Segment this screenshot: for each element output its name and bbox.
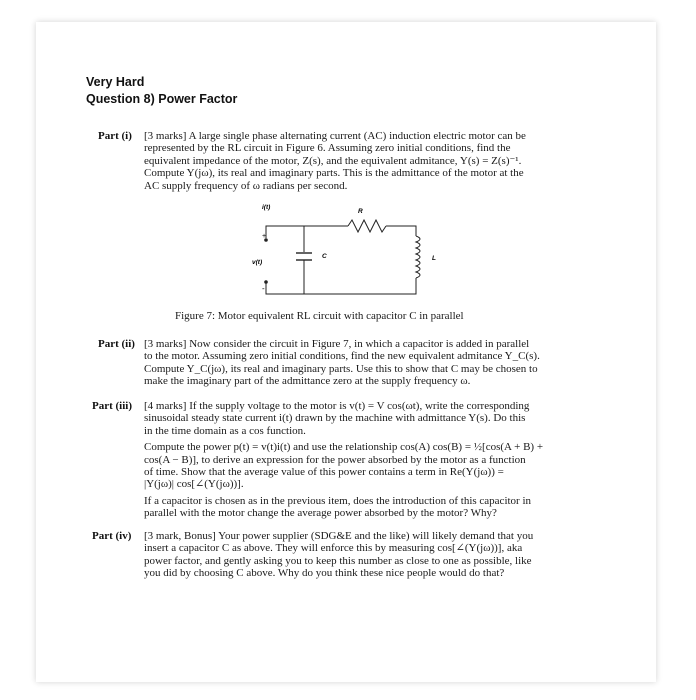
minus-sign: - (262, 284, 265, 293)
part-ii-text: [3 marks] Now consider the circuit in Figure 7, in which a capacitor is added in parallel to the motor. Assuming zero initial conditions, find the new equivalent admitance Y_C(s). Compute Y_C(jω), its real and imaginary parts. Use this to show that C may be chosen to make the imaginary part of the admittance zero at the supply frequency ω. (144, 338, 540, 388)
top-wire (266, 226, 348, 238)
part-i-text: [3 marks] A large single phase alternating current (AC) induction electric motor can be represented by the RL circuit in Figure 6. Assuming zero initial conditions, find the equivalent impedance of the motor, Z(s), and the equivalent admitance, Y(s) = Z(s)⁻¹. Compute Y(jω), its real and imaginary parts. This is the admittance of the motor at the AC supply frequency of ω radians per second. (144, 130, 526, 192)
resistor-symbol (348, 220, 386, 232)
part-iv-label: Part (iv) (92, 530, 132, 542)
resistor-label: R (358, 208, 363, 215)
voltage-label: v(t) (252, 259, 263, 266)
capacitor-label: C (322, 253, 327, 260)
difficulty-heading: Very Hard (86, 75, 145, 89)
question-title: Question 8) Power Factor (86, 92, 238, 106)
current-label: i(t) (262, 204, 271, 211)
negative-terminal (264, 280, 268, 284)
plus-sign: + (262, 233, 267, 240)
inductor-symbol (416, 236, 420, 278)
part-i-label: Part (i) (98, 130, 132, 142)
capacitor-symbol (296, 253, 312, 260)
part-ii-label: Part (ii) (98, 338, 135, 350)
part-iii-label: Part (iii) (92, 400, 133, 412)
part-iv-text: [3 mark, Bonus] Your power supplier (SDG&E and the like) will likely demand that you insert a capacitor C as above. They will enforce this by measuring cos[∠(Y(jω))], aka power factor, and gently asking you to keep this number as close to one as possible, like you did by choosing C above. Why do you think these nice people would do that? (144, 530, 534, 580)
part-iii-text: [4 marks] If the supply voltage to the motor is v(t) = V cos(ωt), write the corresponding sinusoidal steady state current i(t) drawn by the machine with admittance Y(s). Do this in the time domain as a cos function. Compute the power p(t) = v(t)i(t) and use the relationship cos(A) cos(B) = ½[cos(A + B) + cos(A − B)], to derive an expression for the power absorbed by the motor as a function of time. Show that the average value of this power contains a term in Re(Y(jω)) = |Y(jω)| cos[∠(Y(jω))]. If a capacitor is chosen as in the previous item, does the introduction of this capacitor in parallel with the motor change the average power absorbed by the motor? Why? (144, 400, 544, 520)
inductor-label: L (432, 255, 436, 262)
circuit-diagram (240, 198, 460, 306)
figure-caption: Figure 7: Motor equivalent RL circuit with capacitor C in parallel (175, 310, 464, 322)
